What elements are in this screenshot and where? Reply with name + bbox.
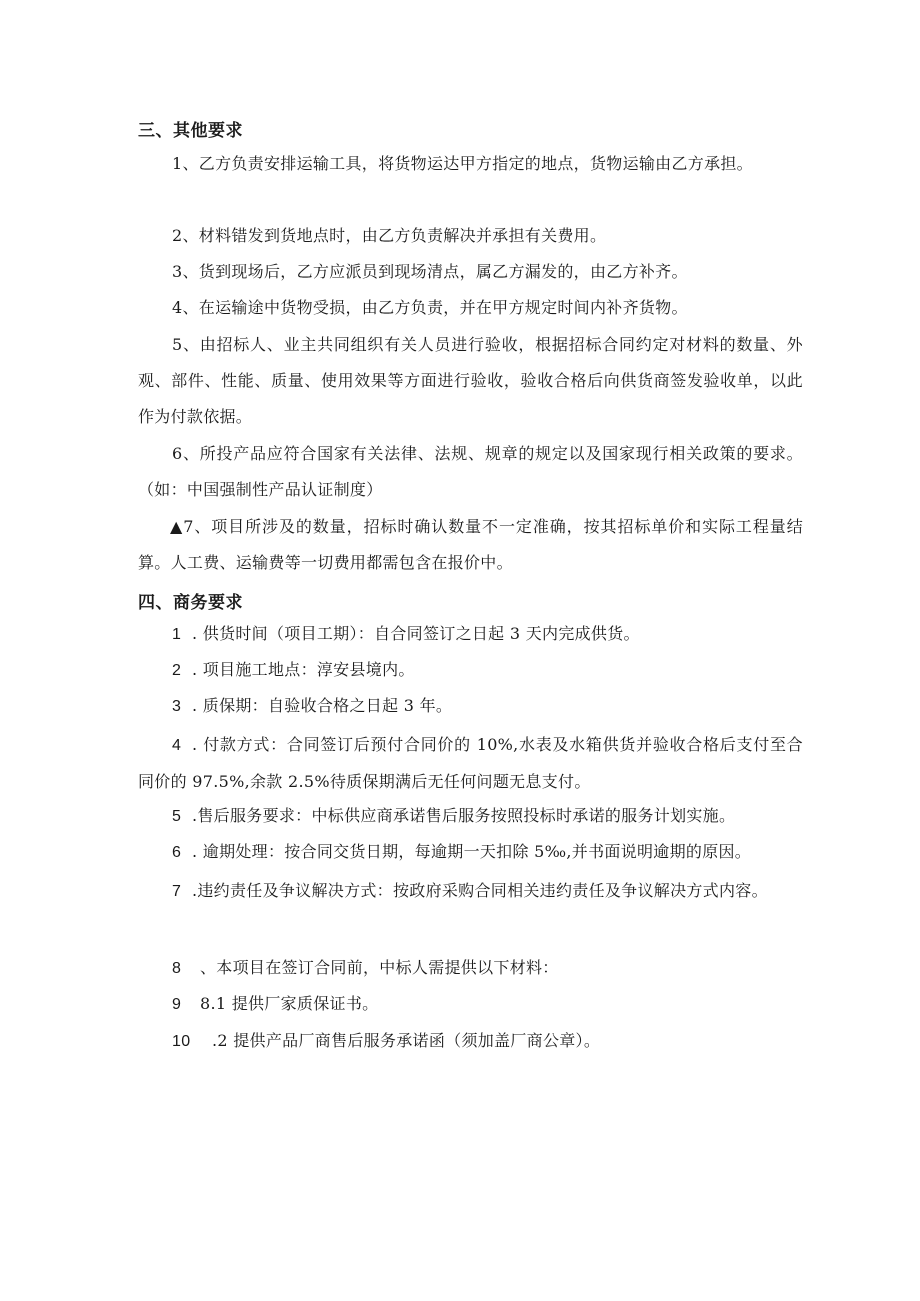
business-item-text: 、本项目在签订合同前，中标人需提供以下材料：: [200, 958, 559, 977]
business-item-text: . 付款方式：合同签订后预付合同价的 10%,水表及水箱供货并验收合格后支付至合同价的 97.5%,余款 2.5%待质保期满后无任何问题无息支付。: [138, 735, 803, 791]
business-item-9: [172, 992, 378, 1017]
business-item-text: .2 提供产品厂商售后服务承诺函（须加盖厂商公章）。: [212, 1031, 601, 1050]
business-item-7: [138, 873, 803, 910]
business-item-3: [172, 694, 452, 719]
business-item-text: . 项目施工地点：淳安县境内。: [192, 660, 415, 679]
business-item-text: 8.1 提供厂家质保证书。: [200, 994, 379, 1013]
business-item-text: . 逾期处理：按合同交货日期，每逾期一天扣除 5‰,并书面说明逾期的原因。: [192, 842, 752, 861]
section-heading-other-requirements: 三、其他要求: [138, 121, 243, 141]
business-item-number: 7: [172, 883, 182, 900]
business-item-6: [172, 840, 751, 865]
business-item-4: [138, 727, 803, 800]
paragraph-item-3: 3、货到现场后，乙方应派员到现场清点，属乙方漏发的，由乙方补齐。: [172, 262, 688, 281]
business-item-8: [172, 956, 559, 981]
business-item-number: 4: [172, 737, 182, 754]
business-item-10: [172, 1029, 600, 1054]
business-item-text: . 质保期：自验收合格之日起 3 年。: [192, 696, 453, 715]
paragraph-item-5: 5、由招标人、业主共同组织有关人员进行验收，根据招标合同约定对材料的数量、外观、部件、性能、质量、使用效果等方面进行验收，验收合格后向供货商签发验收单，以此作为付款依据。: [138, 335, 803, 426]
business-item-number: 5: [172, 808, 182, 825]
paragraph-item-6: 6、所投产品应符合国家有关法律、法规、规章的规定以及国家现行相关政策的要求。（如：中国强制性产品认证制度）: [138, 444, 803, 499]
business-item-number: 2: [172, 662, 182, 679]
business-item-number: 6: [172, 844, 182, 861]
paragraph-item-4: 4、在运输途中货物受损，由乙方负责，并在甲方规定时间内补齐货物。: [172, 298, 688, 317]
business-item-number: 3: [172, 698, 182, 715]
business-item-1: [172, 622, 640, 647]
business-item-text: . 供货时间（项目工期）：自合同签订之日起 3 天内完成供货。: [192, 624, 640, 643]
section-heading-business-requirements: 四、商务要求: [138, 593, 243, 613]
business-item-5: [172, 804, 735, 829]
business-item-text: .售后服务要求：中标供应商承诺售后服务按照投标时承诺的服务计划实施。: [192, 806, 736, 825]
paragraph-item-1: 1、乙方负责安排运输工具，将货物运达甲方指定的地点，货物运输由乙方承担。: [172, 154, 753, 173]
paragraph-item-7: ▲7、项目所涉及的数量，招标时确认数量不一定准确，按其招标单价和实际工程量结算。人工费、运输费等一切费用都需包含在报价中。: [138, 517, 803, 572]
business-item-text: .违约责任及争议解决方式：按政府采购合同相关违约责任及争议解决方式内容。: [192, 881, 768, 900]
paragraph-item-2: 2、材料错发到货地点时，由乙方负责解决并承担有关费用。: [172, 226, 607, 245]
business-item-number: 9: [172, 996, 182, 1013]
business-item-2: [172, 658, 415, 683]
business-item-number: 8: [172, 960, 182, 977]
business-item-number: 1: [172, 626, 182, 643]
business-item-number: 10: [172, 1033, 191, 1050]
